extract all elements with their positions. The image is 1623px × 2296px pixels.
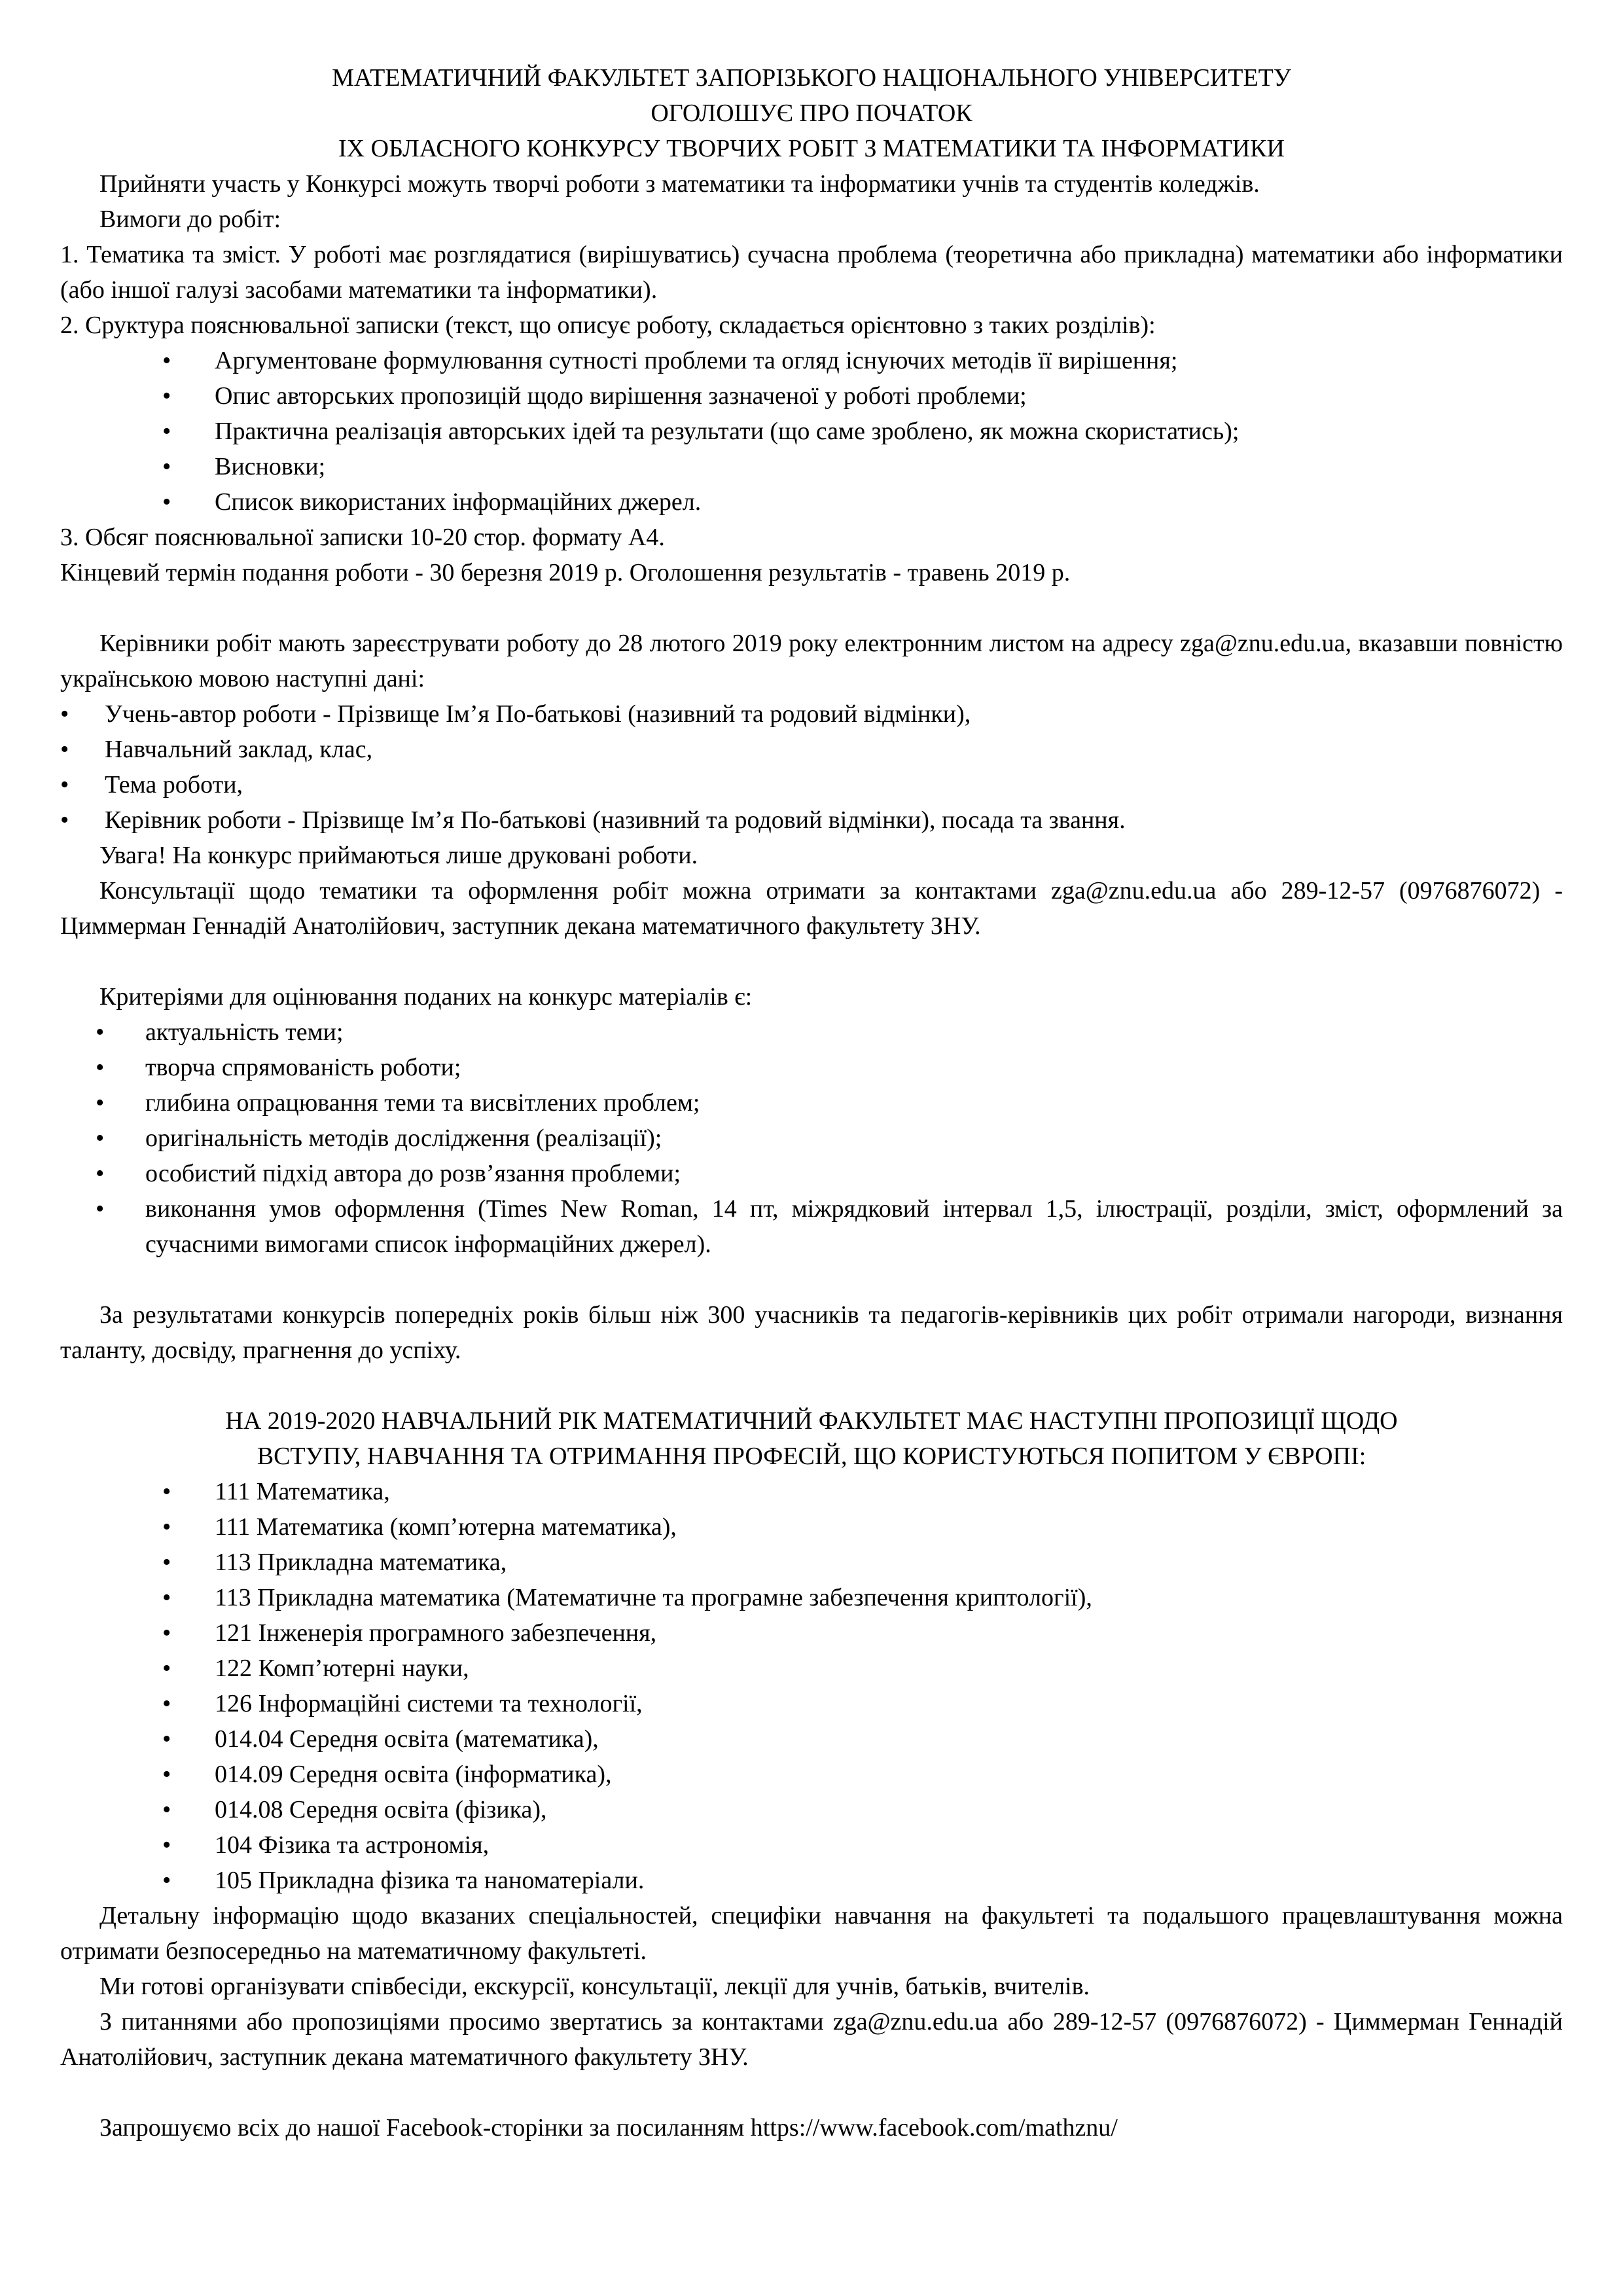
details-text: Детальну інформацію щодо вказаних спеціальностей, специфіки навчання на факультеті та подальшого працевлаштування можна отримати безпосередньо на математичному факультеті. <box>60 1902 1563 1965</box>
list-item: • Список використаних інформаційних джерел. <box>60 484 1563 520</box>
list-item: • Навчальний заклад, клас, <box>60 732 1563 767</box>
list-item: • 121 Інженерія програмного забезпечення, <box>60 1615 1563 1651</box>
requirement-2: 2. Сруктура пояснювальної записки (текст, що описує роботу, складається орієнтовно з таких розділів): <box>60 312 1156 339</box>
list-item: • 111 Математика, <box>60 1474 1563 1509</box>
criteria-title: Критеріями для оцінювання поданих на конкурс матеріалів є: <box>99 983 753 1011</box>
requirements-title: Вимоги до робіт: <box>99 206 281 233</box>
requirement-3: 3. Обсяг пояснювальної записки 10-20 стор. формату А4. <box>60 524 665 551</box>
intro-participation: Прийняти участь у Конкурсі можуть творчі роботи з математики та інформатики учнів та студентів коледжів. <box>99 170 1260 198</box>
specialties-list <box>60 1474 1563 1898</box>
requirement-2-list <box>60 343 1563 520</box>
registration-list <box>60 696 1563 838</box>
list-item: • Керівник роботи - Прізвище Ім’я По-батькові (називний та родовий відмінки), посада та звання. <box>60 802 1563 838</box>
header-contest: IX ОБЛАСНОГО КОНКУРСУ ТВОРЧИХ РОБІТ З МАТЕМАТИКИ ТА ІНФОРМАТИКИ <box>338 135 1285 162</box>
list-item: • виконання умов оформлення (Times New Roman, 14 пт, міжрядковий інтервал 1,5, ілюстрації, розділи, зміст, оформлений за сучасними вимогами список інформаційних джерел). <box>60 1191 1563 1262</box>
ready-text: Ми готові організувати співбесіди, екскурсії, консультації, лекції для учнів, батьків, вчителів. <box>99 1973 1090 2000</box>
list-item: • 014.08 Середня освіта (фізика), <box>60 1792 1563 1827</box>
offer-title-line1: НА 2019-2020 НАВЧАЛЬНИЙ РІК МАТЕМАТИЧНИЙ ФАКУЛЬТЕТ МАЄ НАСТУПНІ ПРОПОЗИЦІЇ ЩОДО <box>225 1407 1398 1435</box>
warning: Увага! На конкурс приймаються лише друковані роботи. <box>99 842 698 869</box>
results-text: За результатами конкурсів попередніх років більш ніж 300 учасників та педагогів-керівників цих робіт отримали нагороди, визнання таланту, досвіду, прагнення до успіху. <box>60 1301 1563 1364</box>
list-item: • Тема роботи, <box>60 767 1563 802</box>
list-item: • творча спрямованість роботи; <box>60 1050 1563 1085</box>
list-item: • 122 Комп’ютерні науки, <box>60 1651 1563 1686</box>
list-item: • Учень-автор роботи - Прізвище Ім’я По-батькові (називний та родовий відмінки), <box>60 696 1563 732</box>
list-item: • глибина опрацювання теми та висвітлених проблем; <box>60 1085 1563 1121</box>
list-item: • 126 Інформаційні системи та технології, <box>60 1686 1563 1721</box>
contacts-text: З питаннями або пропозиціями просимо звертатись за контактами zga@znu.edu.ua або 289-12-57 (0976876072) - Циммерман Геннадій Анатолійович, заступник декана математичного факультету ЗНУ. <box>60 2008 1563 2071</box>
list-item: • 113 Прикладна математика (Математичне та програмне забезпечення криптології), <box>60 1580 1563 1615</box>
header-announces: ОГОЛОШУЄ ПРО ПОЧАТОК <box>651 99 972 127</box>
announcement-page <box>60 60 1563 2145</box>
list-item: • оригінальність методів дослідження (реалізації); <box>60 1121 1563 1156</box>
list-item: • 014.04 Середня освіта (математика), <box>60 1721 1563 1757</box>
list-item: • 104 Фізика та астрономія, <box>60 1827 1563 1863</box>
criteria-list <box>60 1014 1563 1262</box>
list-item: • Опис авторських пропозицій щодо вирішення зазначеної у роботі проблеми; <box>60 378 1563 414</box>
facebook-invite: Запрошуємо всіх до нашої Facebook-сторінки за посиланням https://www.facebook.com/mathznu/ <box>99 2114 1118 2142</box>
requirement-1: 1. Тематика та зміст. У роботі має розглядатися (вирішуватись) сучасна проблема (теоретична або прикладна) математики або інформатики (або іншої галузі засобами математики та інформатики). <box>60 241 1563 304</box>
list-item: • Висновки; <box>60 449 1563 484</box>
registration-text: Керівники робіт мають зареєструвати роботу до 28 лютого 2019 року електронним листом на адресу zga@znu.edu.ua, вказавши повністю українською мовою наступні дані: <box>60 630 1563 692</box>
deadline: Кінцевий термін подання роботи - 30 березня 2019 р. Оголошення результатів - травень 2019 р. <box>60 559 1071 586</box>
list-item: • 113 Прикладна математика, <box>60 1545 1563 1580</box>
list-item: • Практична реалізація авторських ідей та результати (що саме зроблено, як можна скористатись); <box>60 414 1563 449</box>
list-item: • актуальність теми; <box>60 1014 1563 1050</box>
list-item: • особистий підхід автора до розв’язання проблеми; <box>60 1156 1563 1191</box>
consultation: Консультації щодо тематики та оформлення робіт можна отримати за контактами zga@znu.edu.ua або 289-12-57 (0976876072) - Циммерман Геннадій Анатолійович, заступник декана математичного факультету ЗНУ. <box>60 877 1563 940</box>
list-item: • Аргументоване формулювання сутності проблеми та огляд існуючих методів її вирішення; <box>60 343 1563 378</box>
header-faculty: МАТЕМАТИЧНИЙ ФАКУЛЬТЕТ ЗАПОРІЗЬКОГО НАЦІОНАЛЬНОГО УНІВЕРСИТЕТУ <box>332 64 1291 92</box>
list-item: • 111 Математика (комп’ютерна математика), <box>60 1509 1563 1545</box>
list-item: • 105 Прикладна фізика та наноматеріали. <box>60 1863 1563 1898</box>
list-item: • 014.09 Середня освіта (інформатика), <box>60 1757 1563 1792</box>
offer-title-line2: ВСТУПУ, НАВЧАННЯ ТА ОТРИМАННЯ ПРОФЕСІЙ, ЩО КОРИСТУЮТЬСЯ ПОПИТОМ У ЄВРОПІ: <box>257 1443 1366 1470</box>
